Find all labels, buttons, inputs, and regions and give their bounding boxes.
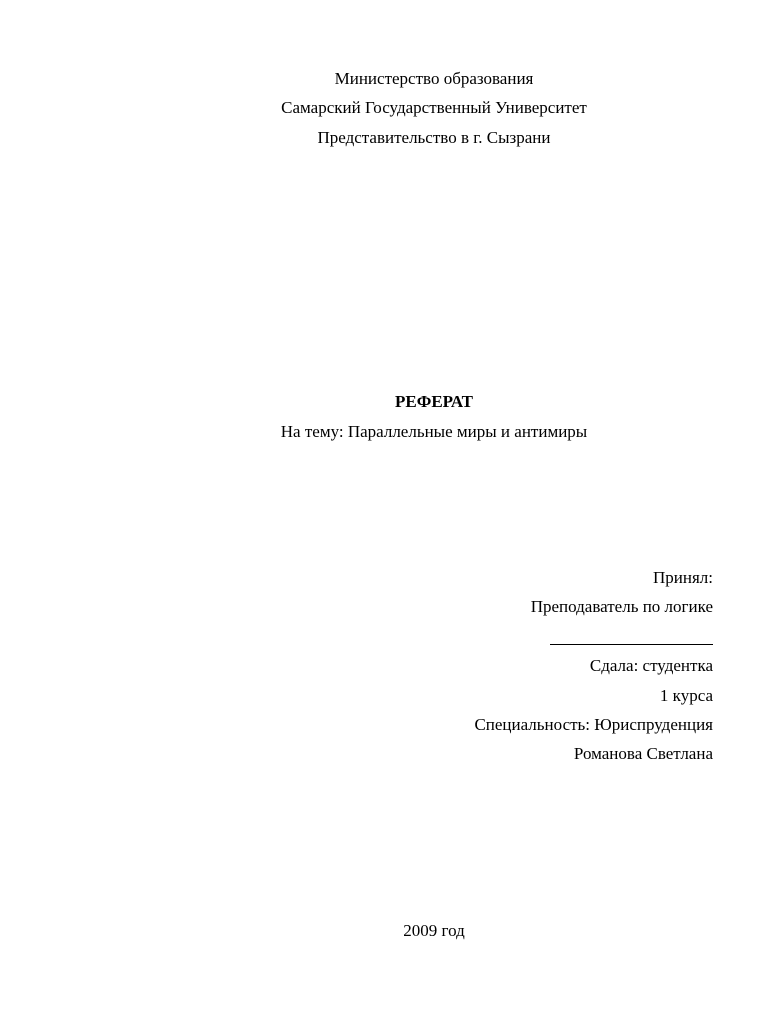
submitted-line: Сдала: студентка	[589, 656, 713, 675]
ministry-line: Министерство образования	[334, 69, 534, 88]
year-line: 2009 год	[403, 921, 465, 940]
signature-underline	[550, 644, 713, 645]
university-line: Самарский Государственный Университет	[281, 98, 587, 117]
specialty-line: Специальность: Юриспруденция	[474, 715, 713, 734]
teacher-line: Преподаватель по логике	[530, 597, 713, 616]
branch-line: Представительство в г. Сызрани	[317, 128, 551, 147]
student-name-line: Романова Светлана	[573, 744, 713, 763]
course-line: 1 курса	[659, 686, 713, 705]
topic-line: На тему: Параллельные миры и антимиры	[280, 422, 588, 441]
document-heading: РЕФЕРАТ	[395, 392, 473, 411]
accepted-label: Принял:	[653, 568, 713, 587]
